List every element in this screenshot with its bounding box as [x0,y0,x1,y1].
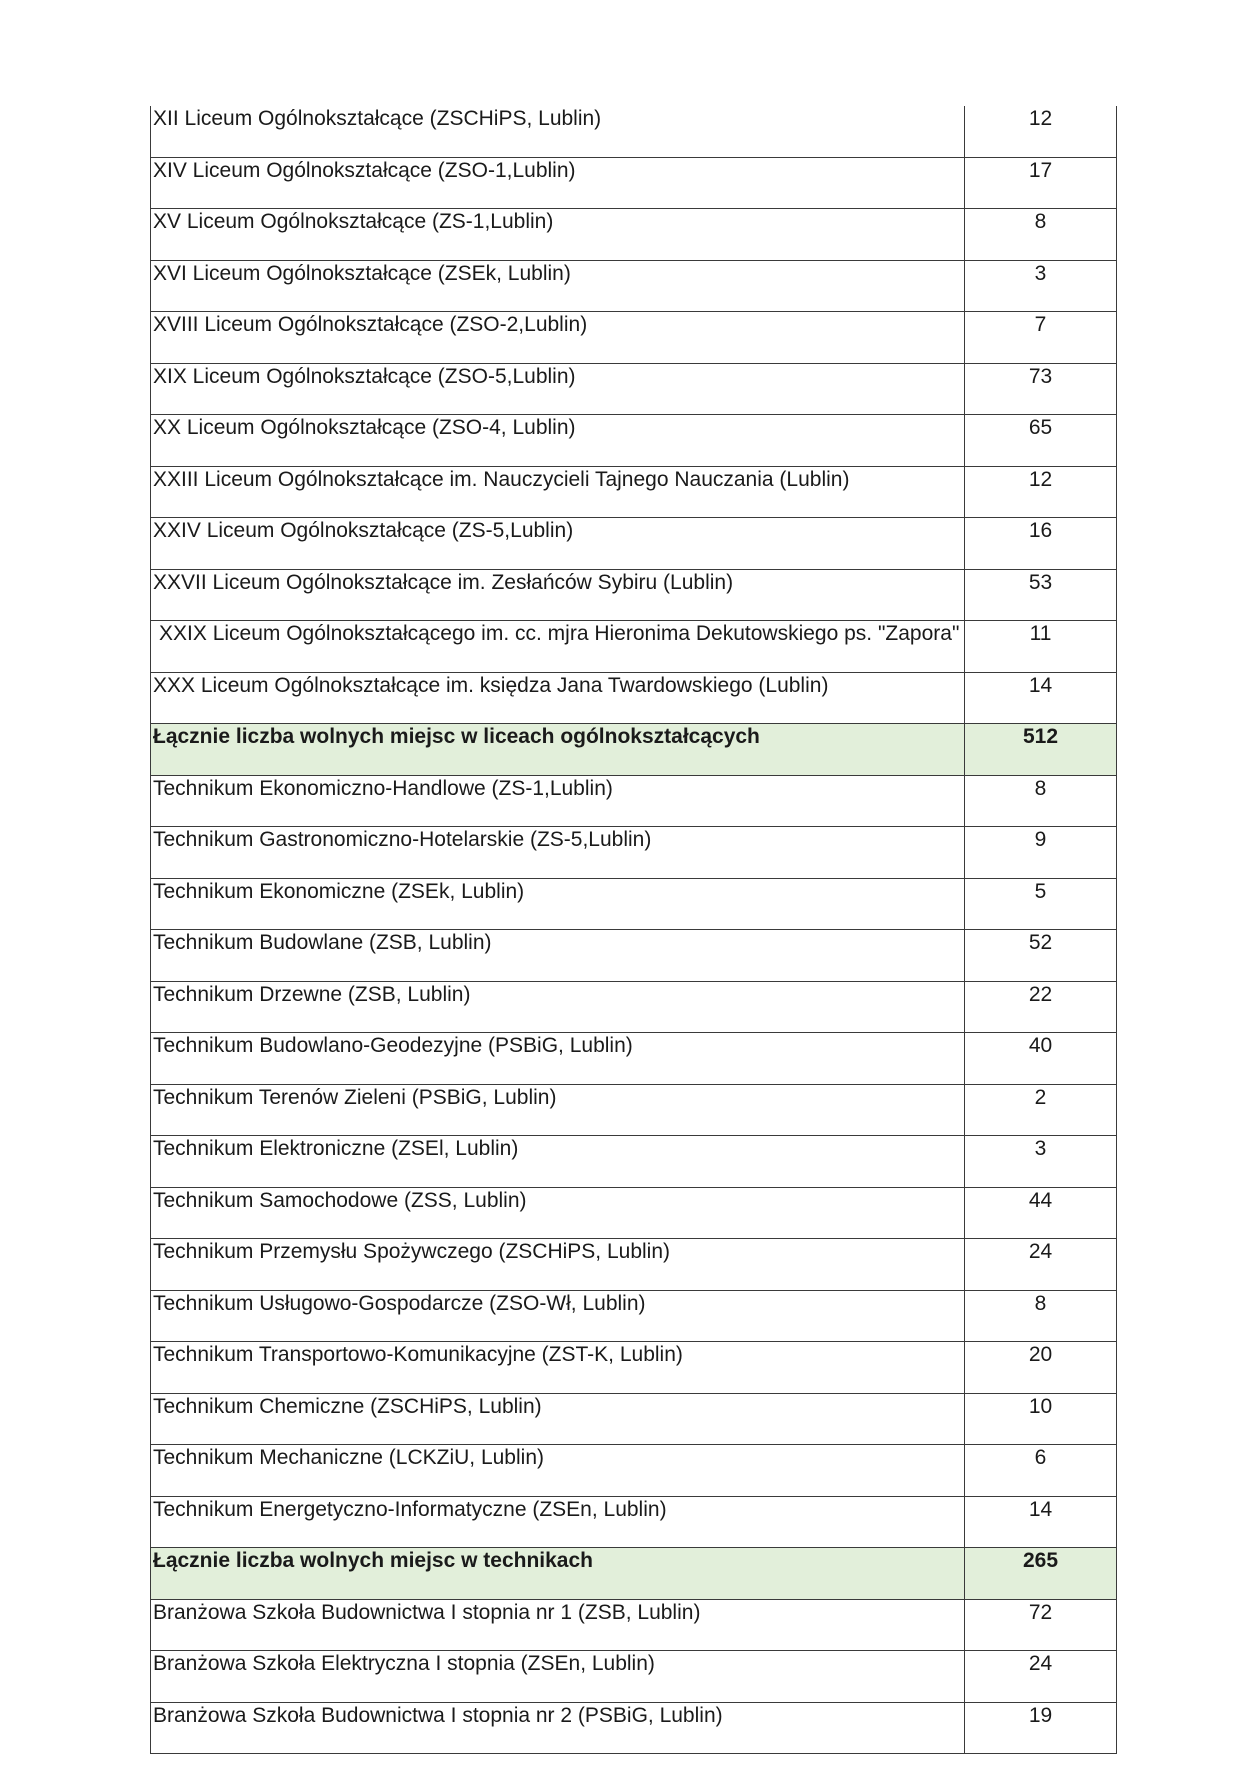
table-row [151,569,1117,621]
school-name-cell: XVIII Liceum Ogólnokształcące (ZSO-2,Lublin) [151,312,965,364]
school-name-cell: Technikum Transportowo-Komunikacyjne (ZST-K, Lublin) [151,1342,965,1394]
school-name-cell: XV Liceum Ogólnokształcące (ZS-1,Lublin) [151,209,965,261]
school-name-cell: XXX Liceum Ogólnokształcące im. księdza Jana Twardowskiego (Lublin) [151,672,965,724]
school-name-cell: Technikum Terenów Zieleni (PSBiG, Lublin) [151,1084,965,1136]
vacancy-count-cell: 2 [965,1084,1117,1136]
school-name-cell: Technikum Energetyczno-Informatyczne (ZSEn, Lublin) [151,1496,965,1548]
summary-row [151,724,1117,776]
vacancy-count-cell: 14 [965,1496,1117,1548]
school-name-cell: XXIV Liceum Ogólnokształcące (ZS-5,Lublin) [151,518,965,570]
school-name-cell: Technikum Gastronomiczno-Hotelarskie (ZS-5,Lublin) [151,827,965,879]
table-row [151,157,1117,209]
vacancy-count-cell: 14 [965,672,1117,724]
vacancy-count-cell: 9 [965,827,1117,879]
table-row [151,1496,1117,1548]
table-row [151,363,1117,415]
table-body [151,106,1117,1754]
vacancy-count-cell: 5 [965,878,1117,930]
school-name-cell: Technikum Drzewne (ZSB, Lublin) [151,981,965,1033]
table-row [151,930,1117,982]
table-row [151,672,1117,724]
vacancies-table-page [150,106,1116,1754]
table-row [151,1599,1117,1651]
table-row [151,1187,1117,1239]
school-name-cell: XXIX Liceum Ogólnokształcącego im. cc. mjra Hieronima Dekutowskiego ps. "Zapora" [151,621,965,673]
summary-label: Łącznie liczba wolnych miejsc w technikach [151,1548,965,1600]
vacancy-count-cell: 10 [965,1393,1117,1445]
table-row [151,415,1117,467]
school-name-cell: XIV Liceum Ogólnokształcące (ZSO-1,Lublin) [151,157,965,209]
vacancy-count-cell: 44 [965,1187,1117,1239]
school-name-cell: XII Liceum Ogólnokształcące (ZSCHiPS, Lublin) [151,106,965,157]
school-name-cell: XX Liceum Ogólnokształcące (ZSO-4, Lublin) [151,415,965,467]
table-row [151,1136,1117,1188]
table-row [151,1084,1117,1136]
school-name-cell: XXVII Liceum Ogólnokształcące im. Zesłańców Sybiru (Lublin) [151,569,965,621]
vacancy-count-cell: 52 [965,930,1117,982]
table-row [151,1290,1117,1342]
school-name-cell: Branżowa Szkoła Budownictwa I stopnia nr 2 (PSBiG, Lublin) [151,1702,965,1754]
table-row [151,1239,1117,1291]
summary-label: Łącznie liczba wolnych miejsc w liceach ogólnokształcących [151,724,965,776]
vacancy-count-cell: 8 [965,1290,1117,1342]
vacancy-count-cell: 7 [965,312,1117,364]
table-row [151,827,1117,879]
table-row [151,466,1117,518]
table-row [151,1651,1117,1703]
vacancy-count-cell: 40 [965,1033,1117,1085]
summary-total: 512 [965,724,1117,776]
school-name-cell: XXIII Liceum Ogólnokształcące im. Nauczycieli Tajnego Nauczania (Lublin) [151,466,965,518]
vacancy-count-cell: 12 [965,466,1117,518]
table-row [151,1033,1117,1085]
school-name-cell: Technikum Elektroniczne (ZSEl, Lublin) [151,1136,965,1188]
vacancy-count-cell: 19 [965,1702,1117,1754]
table-row [151,621,1117,673]
vacancy-count-cell: 65 [965,415,1117,467]
vacancy-count-cell: 72 [965,1599,1117,1651]
school-name-cell: Technikum Budowlano-Geodezyjne (PSBiG, Lublin) [151,1033,965,1085]
vacancy-count-cell: 8 [965,209,1117,261]
school-name-cell: Technikum Samochodowe (ZSS, Lublin) [151,1187,965,1239]
summary-row [151,1548,1117,1600]
vacancy-count-cell: 12 [965,106,1117,157]
vacancy-count-cell: 24 [965,1239,1117,1291]
school-name-cell: Technikum Mechaniczne (LCKZiU, Lublin) [151,1445,965,1497]
vacancy-count-cell: 20 [965,1342,1117,1394]
school-name-cell: Technikum Przemysłu Spożywczego (ZSCHiPS, Lublin) [151,1239,965,1291]
vacancy-count-cell: 53 [965,569,1117,621]
school-name-cell: Technikum Ekonomiczno-Handlowe (ZS-1,Lublin) [151,775,965,827]
vacancy-count-cell: 16 [965,518,1117,570]
table-row [151,260,1117,312]
school-name-cell: Technikum Ekonomiczne (ZSEk, Lublin) [151,878,965,930]
table-row [151,1702,1117,1754]
school-name-cell: Technikum Chemiczne (ZSCHiPS, Lublin) [151,1393,965,1445]
vacancy-count-cell: 3 [965,260,1117,312]
school-name-cell: XIX Liceum Ogólnokształcące (ZSO-5,Lublin) [151,363,965,415]
school-name-cell: XVI Liceum Ogólnokształcące (ZSEk, Lublin) [151,260,965,312]
school-name-cell: Technikum Usługowo-Gospodarcze (ZSO-Wł, Lublin) [151,1290,965,1342]
school-name-cell: Branżowa Szkoła Budownictwa I stopnia nr 1 (ZSB, Lublin) [151,1599,965,1651]
table-row [151,775,1117,827]
table-row [151,312,1117,364]
school-name-cell: Technikum Budowlane (ZSB, Lublin) [151,930,965,982]
table-row [151,518,1117,570]
table-row [151,209,1117,261]
table-row [151,878,1117,930]
table-row [151,106,1117,157]
table-row [151,1342,1117,1394]
school-name-cell: Branżowa Szkoła Elektryczna I stopnia (ZSEn, Lublin) [151,1651,965,1703]
vacancy-count-cell: 17 [965,157,1117,209]
vacancy-count-cell: 6 [965,1445,1117,1497]
vacancy-count-cell: 24 [965,1651,1117,1703]
vacancies-table [150,106,1117,1754]
table-row [151,1445,1117,1497]
summary-total: 265 [965,1548,1117,1600]
vacancy-count-cell: 11 [965,621,1117,673]
vacancy-count-cell: 22 [965,981,1117,1033]
vacancy-count-cell: 73 [965,363,1117,415]
table-row [151,981,1117,1033]
vacancy-count-cell: 8 [965,775,1117,827]
table-row [151,1393,1117,1445]
vacancy-count-cell: 3 [965,1136,1117,1188]
